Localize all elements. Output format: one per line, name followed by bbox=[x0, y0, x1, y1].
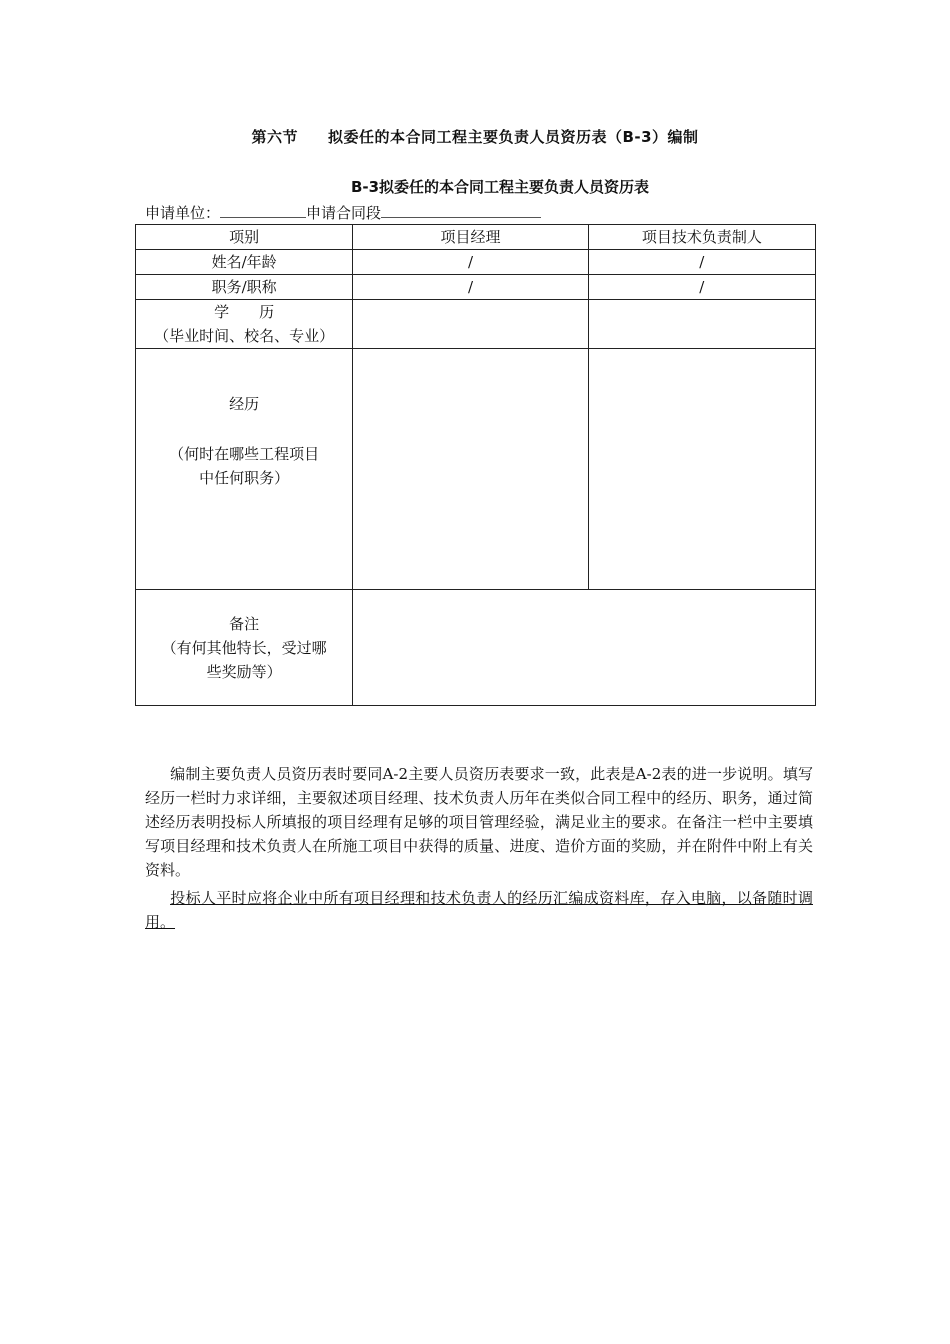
applicant-unit-label: 申请单位： bbox=[145, 204, 221, 222]
cell-tech-education[interactable] bbox=[588, 300, 815, 349]
section-number: 第六节 bbox=[251, 128, 298, 146]
experience-note-line2: 中任何职务） bbox=[199, 469, 290, 487]
row-label-experience bbox=[136, 349, 353, 590]
cell-tech-name-age[interactable]: / bbox=[588, 250, 815, 275]
education-note: （毕业时间、校名、专业） bbox=[154, 327, 335, 345]
row-label-remarks bbox=[136, 590, 353, 706]
remarks-note-line1: （有何其他特长，受过哪 bbox=[161, 638, 327, 657]
cell-tech-position-title[interactable]: / bbox=[588, 275, 815, 300]
education-label: 学 历 bbox=[214, 303, 275, 321]
applicant-unit-field[interactable] bbox=[220, 208, 306, 218]
contract-section-field[interactable] bbox=[381, 208, 541, 218]
instruction-paragraph-1 bbox=[145, 762, 813, 882]
row-label-education bbox=[136, 300, 353, 349]
table-row bbox=[136, 590, 816, 706]
instruction-paragraph-2 bbox=[145, 886, 813, 934]
table-title: B-3拟委任的本合同工程主要负责人员资历表 bbox=[350, 178, 650, 196]
row-label-name-age: 姓名/年龄 bbox=[136, 250, 353, 275]
header-category: 项别 bbox=[136, 225, 353, 250]
header-project-manager: 项目经理 bbox=[353, 225, 588, 250]
cell-pm-position-title[interactable]: / bbox=[353, 275, 588, 300]
contract-section-label: 申请合同段 bbox=[306, 204, 382, 222]
table-row bbox=[136, 250, 816, 275]
table-row bbox=[136, 275, 816, 300]
table-header-row bbox=[136, 225, 816, 250]
paragraph-2-text: 投标人平时应将企业中所有项目经理和技术负责人的经历汇编成资料库，存入电脑，以备随时调用。 bbox=[145, 889, 813, 931]
remarks-label: 备注 bbox=[229, 614, 260, 633]
header-tech-lead: 项目技术负责制人 bbox=[588, 225, 815, 250]
cell-tech-experience[interactable] bbox=[588, 349, 815, 590]
cell-pm-education[interactable] bbox=[353, 300, 588, 349]
paragraph-1-text: 编制主要负责人员资历表时要同A-2主要人员资历表要求一致，此表是A-2表的进一步说明。填写经历一栏时力求详细，主要叙述项目经理、技术负责人历年在类似合同工程中的经历、职务，通过简述经历表明投标人所填报的项目经理有足够的项目管理经验，满足业主的要求。在备注一栏中主要填写项目经理和技术负责人在所施工项目中获得的质量、进度、造价方面的奖励，并在附件中附上有关资料。 bbox=[145, 765, 813, 879]
row-label-position-title: 职务/职称 bbox=[136, 275, 353, 300]
experience-label: 经历 bbox=[229, 395, 260, 413]
applicant-line bbox=[145, 202, 541, 223]
experience-note-line1: （何时在哪些工程项目 bbox=[169, 445, 320, 463]
remarks-note-line2: 些奖励等） bbox=[206, 662, 282, 681]
section-title bbox=[0, 126, 950, 147]
cell-pm-name-age[interactable]: / bbox=[353, 250, 588, 275]
table-row bbox=[136, 300, 816, 349]
resume-table bbox=[135, 224, 816, 706]
cell-pm-experience[interactable] bbox=[353, 349, 588, 590]
cell-remarks[interactable] bbox=[353, 590, 816, 706]
table-row bbox=[136, 349, 816, 590]
section-heading: 拟委任的本合同工程主要负责人员资历表（B-3）编制 bbox=[327, 128, 699, 146]
